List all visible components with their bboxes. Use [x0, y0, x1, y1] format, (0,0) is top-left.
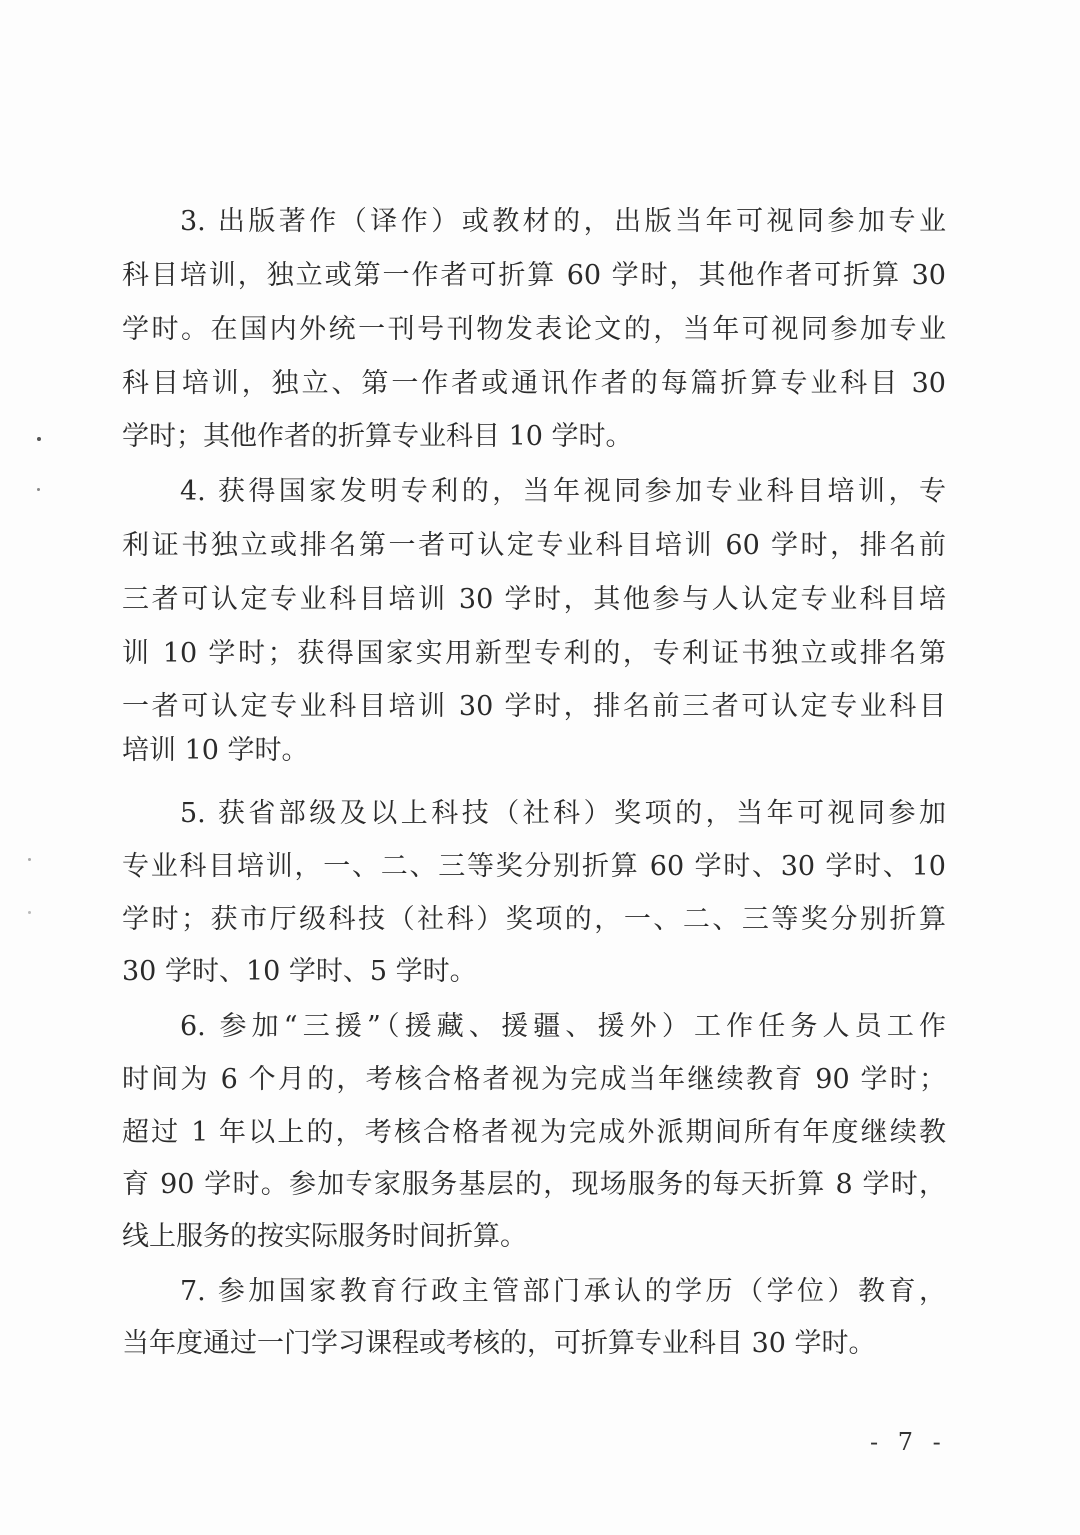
- scan-speck: [37, 488, 40, 491]
- paragraph-line: 当年度通过一门学习课程或考核的，可折算专业科目 30 学时。: [122, 1328, 876, 1359]
- paragraph-line: 学时；获市厅级科技（社科）奖项的，一、二、三等奖分别折算: [122, 904, 946, 935]
- paragraph-line: 时间为 6 个月的，考核合格者视为完成当年继续教育 90 学时；: [122, 1064, 946, 1095]
- paragraph-line: 训 10 学时；获得国家实用新型专利的，专利证书独立或排名第: [122, 638, 946, 669]
- paragraph-line: 3. 出版著作（译作）或教材的，出版当年可视同参加专业: [180, 206, 946, 237]
- scan-speck: [28, 911, 31, 914]
- scan-speck: [37, 437, 41, 441]
- paragraph-line: 30 学时、10 学时、5 学时。: [122, 956, 477, 987]
- scan-speck: [28, 858, 31, 861]
- paragraph-line: 专业科目培训，一、二、三等奖分别折算 60 学时、30 学时、10: [122, 851, 946, 882]
- paragraph-line: 育 90 学时。参加专家服务基层的，现场服务的每天折算 8 学时，: [122, 1169, 946, 1200]
- paragraph-line: 学时。在国内外统一刊号刊物发表论文的，当年可视同参加专业: [122, 314, 946, 345]
- paragraph-line: 学时；其他作者的折算专业科目 10 学时。: [122, 421, 633, 452]
- paragraph-line: 超过 1 年以上的，考核合格者视为完成外派期间所有年度继续教: [122, 1117, 946, 1148]
- paragraph-line: 科目培训，独立或第一作者可折算 60 学时，其他作者可折算 30: [122, 260, 946, 291]
- paragraph-line: 4. 获得国家发明专利的，当年视同参加专业科目培训，专: [180, 476, 946, 507]
- paragraph-line: 6. 参加“三援”（援藏、援疆、援外）工作任务人员工作: [180, 1011, 946, 1042]
- paragraph-line: 一者可认定专业科目培训 30 学时，排名前三者可认定专业科目: [122, 691, 946, 722]
- paragraph-line: 培训 10 学时。: [122, 735, 309, 766]
- paragraph-line: 三者可认定专业科目培训 30 学时，其他参与人认定专业科目培: [122, 584, 946, 615]
- paragraph-line: 7. 参加国家教育行政主管部门承认的学历（学位）教育，: [180, 1276, 946, 1307]
- page-number: - 7 -: [870, 1428, 947, 1456]
- paragraph-line: 5. 获省部级及以上科技（社科）奖项的，当年可视同参加: [180, 798, 946, 829]
- paragraph-line: 利证书独立或排名第一者可认定专业科目培训 60 学时，排名前: [122, 530, 946, 561]
- paragraph-line: 线上服务的按实际服务时间折算。: [122, 1221, 527, 1252]
- paragraph-line: 科目培训，独立、第一作者或通讯作者的每篇折算专业科目 30: [122, 368, 946, 399]
